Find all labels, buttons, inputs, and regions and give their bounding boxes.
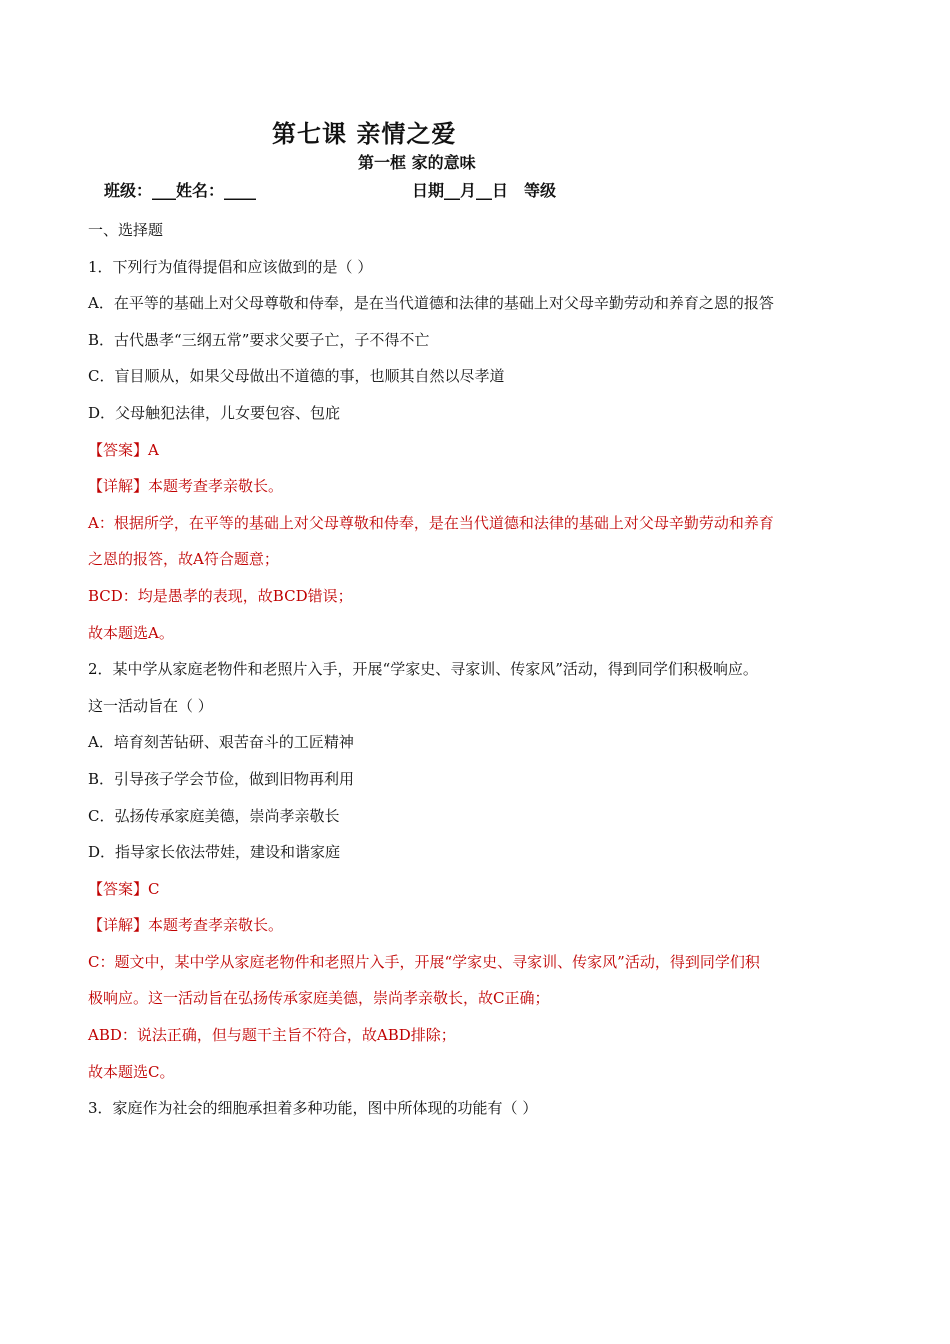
- option-a: A．在平等的基础上对父母尊敬和侍奉，是在当代道德和法律的基础上对父母辛勤劳动和养育之恩的报答: [88, 294, 774, 313]
- option-c: C．盲目顺从，如果父母做出不道德的事，也顺其自然以尽孝道: [88, 367, 505, 386]
- student-info-line: [104, 178, 864, 201]
- detail-line: 【详解】本题考查孝亲敬长。: [88, 916, 284, 935]
- option-d: D．指导家长依法带娃，建设和谐家庭: [88, 843, 341, 862]
- option-c: C．弘扬传承家庭美德，崇尚孝亲敬长: [88, 806, 340, 825]
- answer-line: 【答案】C: [88, 879, 160, 898]
- explanation-line: 故本题选C。: [88, 1062, 175, 1081]
- date-grade-field: 日期__月__日 等级: [412, 181, 557, 200]
- questions-body: [88, 212, 878, 1127]
- question-stem: 1．下列行为值得提倡和应该做到的是（ ）: [88, 257, 373, 276]
- explanation-line: ABD：说法正确，但与题干主旨不符合，故ABD排除；: [88, 1026, 456, 1045]
- section-subtitle: 第一框 家的意味: [358, 153, 476, 172]
- section-heading: 一、选择题: [88, 221, 164, 239]
- question-stem: 3．家庭作为社会的细胞承担着多种功能，图中所体现的功能有（ ）: [88, 1099, 538, 1118]
- option-b: B．引导孩子学会节俭，做到旧物再利用: [88, 769, 355, 788]
- explanation-line: C：题文中，某中学从家庭老物件和老照片入手，开展“学家史、寻家训、传家风”活动，得到同学们积: [88, 952, 760, 971]
- explanation-line: BCD：均是愚孝的表现，故BCD错误；: [88, 586, 353, 605]
- detail-line: 【详解】本题考查孝亲敬长。: [88, 477, 284, 496]
- explanation-line: 极响应。这一活动旨在弘扬传承家庭美德，崇尚孝亲敬长，故C正确；: [88, 989, 550, 1008]
- explanation-line: 故本题选A。: [88, 623, 174, 642]
- option-a: A．培育刻苦钻研、艰苦奋斗的工匠精神: [88, 733, 354, 752]
- option-d: D．父母触犯法律，儿女要包容、包庇: [88, 403, 341, 422]
- question-stem: 2．某中学从家庭老物件和老照片入手，开展“学家史、寻家训、传家风”活动，得到同学们积极响应。: [88, 660, 758, 679]
- class-name-field: 班级：___姓名：____: [104, 181, 257, 200]
- option-b: B．古代愚孝“三纲五常”要求父要子亡，子不得不亡: [88, 330, 430, 349]
- explanation-line: 之恩的报答，故A符合题意；: [88, 550, 279, 569]
- question-stem-continued: 这一活动旨在（ ）: [88, 696, 213, 715]
- explanation-line: A：根据所学，在平等的基础上对父母尊敬和侍奉，是在当代道德和法律的基础上对父母辛勤劳动和养育: [88, 513, 774, 532]
- lesson-title: 第七课 亲情之爱: [272, 119, 457, 148]
- answer-line: 【答案】A: [88, 440, 159, 459]
